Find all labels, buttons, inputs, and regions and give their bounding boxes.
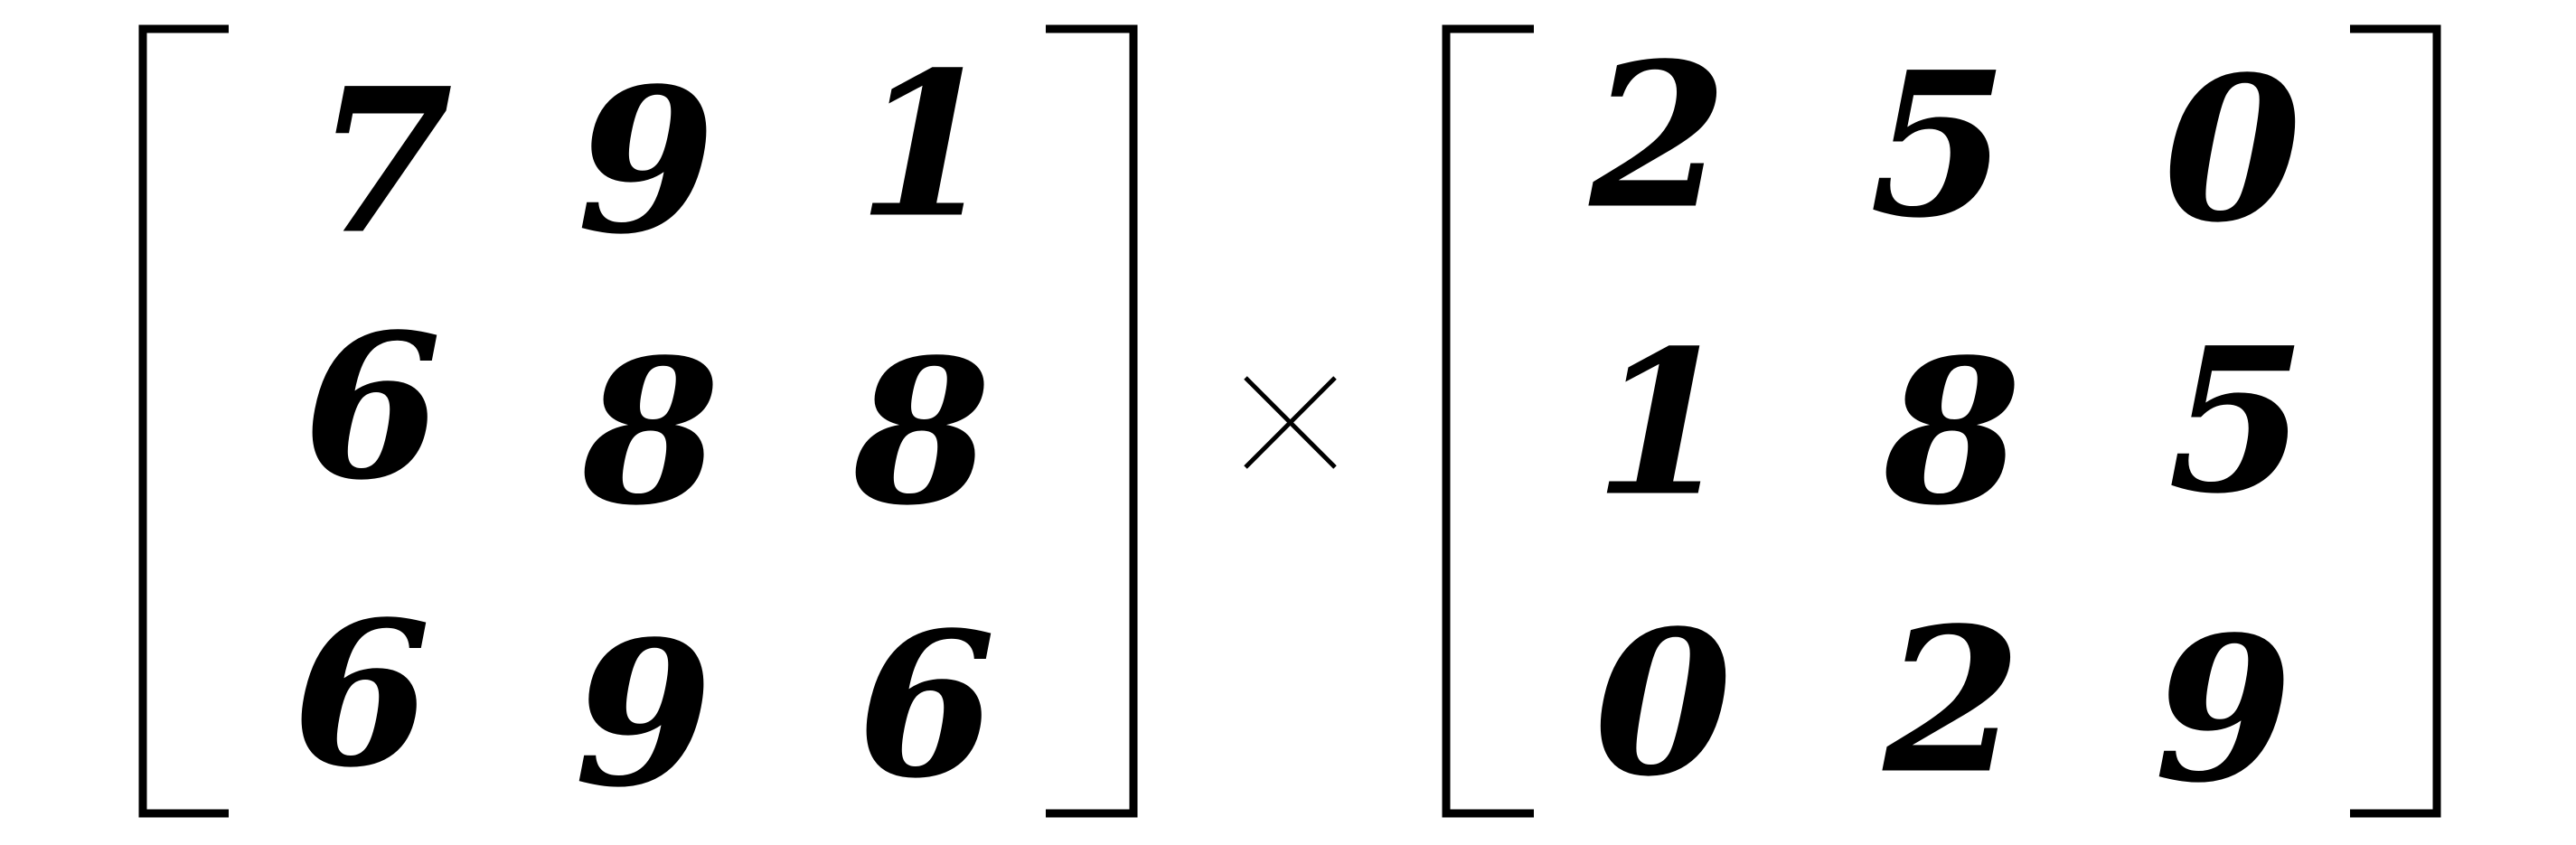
- right-matrix: [1446, 19, 2437, 827]
- right-matrix-cell: 5: [2167, 303, 2307, 538]
- right-matrix-cell: 8: [1883, 315, 2022, 549]
- left-matrix: [143, 28, 1133, 831]
- right-matrix-open-bracket: [1446, 29, 1534, 813]
- left-matrix-cell: 1: [857, 27, 996, 262]
- left-matrix-cell: 9: [577, 43, 716, 278]
- left-matrix-cell: 8: [852, 315, 992, 549]
- right-matrix-close-bracket: [2350, 29, 2437, 813]
- right-matrix-cell: 5: [1869, 27, 2008, 262]
- left-matrix-cell: 6: [292, 577, 431, 812]
- right-matrix-cell: 1: [1594, 305, 1733, 540]
- left-matrix-cell: 8: [581, 315, 720, 549]
- left-matrix-cell: 6: [303, 289, 442, 524]
- left-matrix-cell: 7: [315, 43, 454, 278]
- left-matrix-cell: 9: [574, 596, 713, 831]
- left-matrix-cell: 6: [857, 587, 996, 822]
- right-matrix-cell: 2: [1589, 18, 1728, 253]
- right-matrix-cell: 9: [2154, 592, 2293, 827]
- right-matrix-cell: 0: [1594, 586, 1733, 821]
- left-matrix-close-bracket: [1046, 29, 1133, 813]
- times-operator-label: ×: [1290, 423, 1292, 424]
- left-matrix-open-bracket: [143, 29, 229, 813]
- right-matrix-cell: 0: [2163, 32, 2302, 267]
- right-matrix-cell: 2: [1883, 583, 2022, 818]
